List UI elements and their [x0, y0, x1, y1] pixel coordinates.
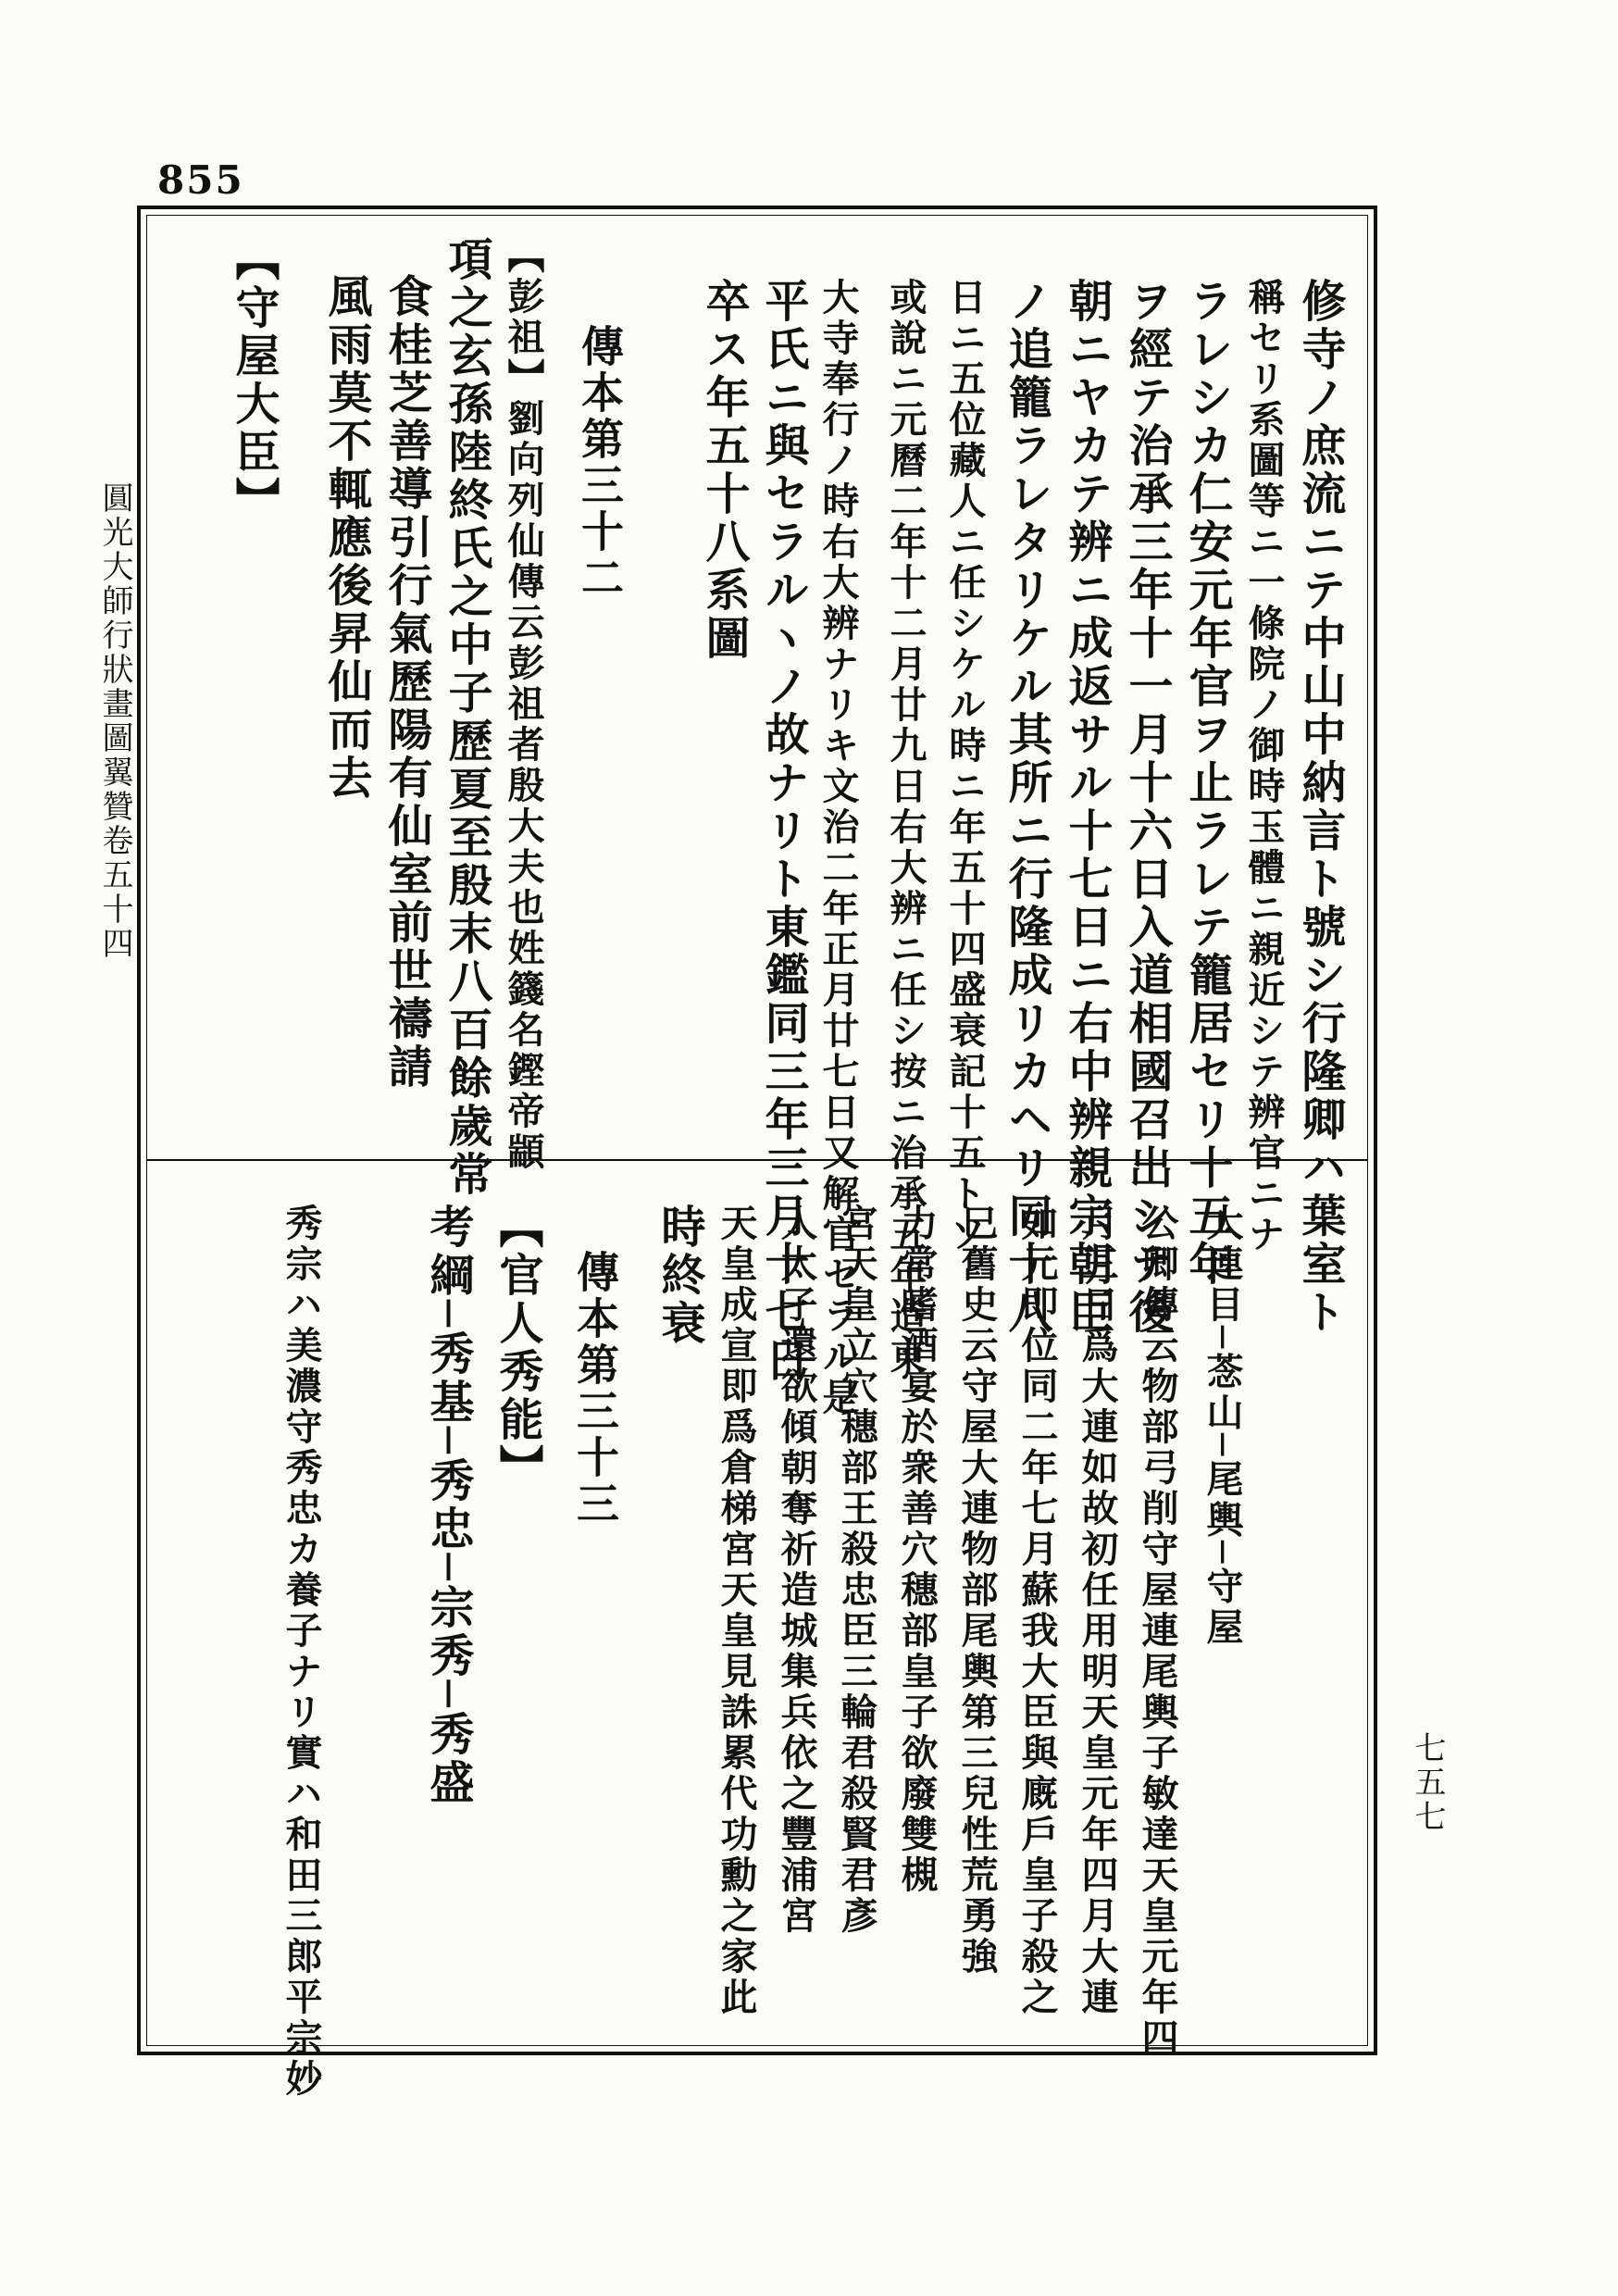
lower-col-13: 考綱─秀基─秀忠─宗秀─秀盛	[422, 1204, 474, 1807]
upper-col-8: 或說ニ元曆二年十二月廿九日右大辨ニ任シ按ニ治承五年造東	[884, 278, 927, 1378]
lower-col-7: 宮天皇立穴穗部王殺忠臣三輪君殺賢君彥	[835, 1204, 878, 1937]
upper-col-4: ヲ經テ治承三年十一月十六日入道相國召出シテ後	[1121, 278, 1173, 1337]
upper-col-6: ノ追籠ラレタリケル其所ニ行隆成リカヘリ同十八	[1001, 278, 1052, 1337]
lower-col-4: 如元即位同二年七月蘇我大臣與廐戶皇子殺之	[1015, 1204, 1059, 2018]
upper-col-3: ラレシカ仁安元年官ヲ止ラレテ籠居セリ十五年	[1181, 278, 1233, 1289]
lower-col-11: 傳本第三十三	[570, 1250, 620, 1528]
lower-col-5: 巳舊史云守屋大連物部尾輿第三兒性荒勇強	[955, 1204, 999, 1978]
upper-col-13: 【彭祖】劉向列仙傳云彭祖者殷大夫也姓籛名鏗帝顓	[502, 236, 545, 1173]
lower-col-3: 月三日爲大連如故初任用明天皇元年四月大連	[1076, 1204, 1119, 2018]
upper-col-10: 平氏ニ與セラルヽノ故ナリト東鑑同三年三月十七日	[757, 278, 809, 1385]
lower-col-14: 秀宗ハ美濃守秀忠カ養子ナリ實ハ和田三郎平宗妙	[280, 1204, 323, 2100]
upper-col-7: 日ニ五位藏人ニ任シケル時ニ年五十四盛衰記十五トソ	[943, 278, 987, 1255]
lower-col-12: 【官人秀能】	[492, 1204, 543, 1492]
lower-col-6: 力常嗜酒宴於衆善穴穗部皇子欲廢雙槻	[895, 1204, 939, 1896]
upper-col-17: 【守屋大臣】	[228, 236, 280, 525]
upper-col-12: 傳本第三十二	[575, 324, 625, 602]
upper-col-5: 朝ニヤカテ辨ニ成返サル十七日ニ右中辨親宗朝臣	[1061, 278, 1113, 1337]
running-title: 圓光大師行狀畫圖翼贊卷五十四	[96, 481, 133, 961]
upper-col-9: 大寺奉行ノ時右大辨ナリキ文治二年正月廿七日又解官セラル是	[816, 278, 860, 1418]
lower-col-8: 人太子還欲傾朝奪祈造城集兵依之豐浦宮	[775, 1204, 818, 1937]
lower-col-2: 公卿傳云物部弓削守屋連尾輿子敏達天皇元年四	[1136, 1204, 1179, 2059]
folio: 七五七	[1409, 1731, 1446, 1834]
lower-col-1: 大連目─菍山─尾輿─守屋	[1201, 1204, 1244, 1649]
upper-col-2: 稱セリ系圖等ニ一條院ノ御時玉體ニ親近シテ辨官ニナ	[1242, 278, 1286, 1255]
upper-col-11: 卒ス年五十八系圖	[698, 278, 750, 663]
upper-col-1: 修寺ノ庶流ニテ中山中納言ト號シ行隆卿ハ葉室ト	[1294, 278, 1346, 1337]
upper-col-16: 風雨莫不輒應後昇仙而去	[320, 273, 372, 803]
lower-col-10: 時終衰	[653, 1204, 705, 1348]
page-number: 855	[157, 157, 244, 203]
lower-col-9: 天皇成宣即爲倉梯宮天皇見誅累代功勳之家此	[715, 1204, 758, 2018]
upper-col-14: 項之玄孫陸終氏之中子歷夏至殷末八百餘歲常	[441, 236, 492, 1199]
upper-col-15: 食桂芝善導引行氣歷陽有仙室前世禱請	[380, 273, 432, 1092]
